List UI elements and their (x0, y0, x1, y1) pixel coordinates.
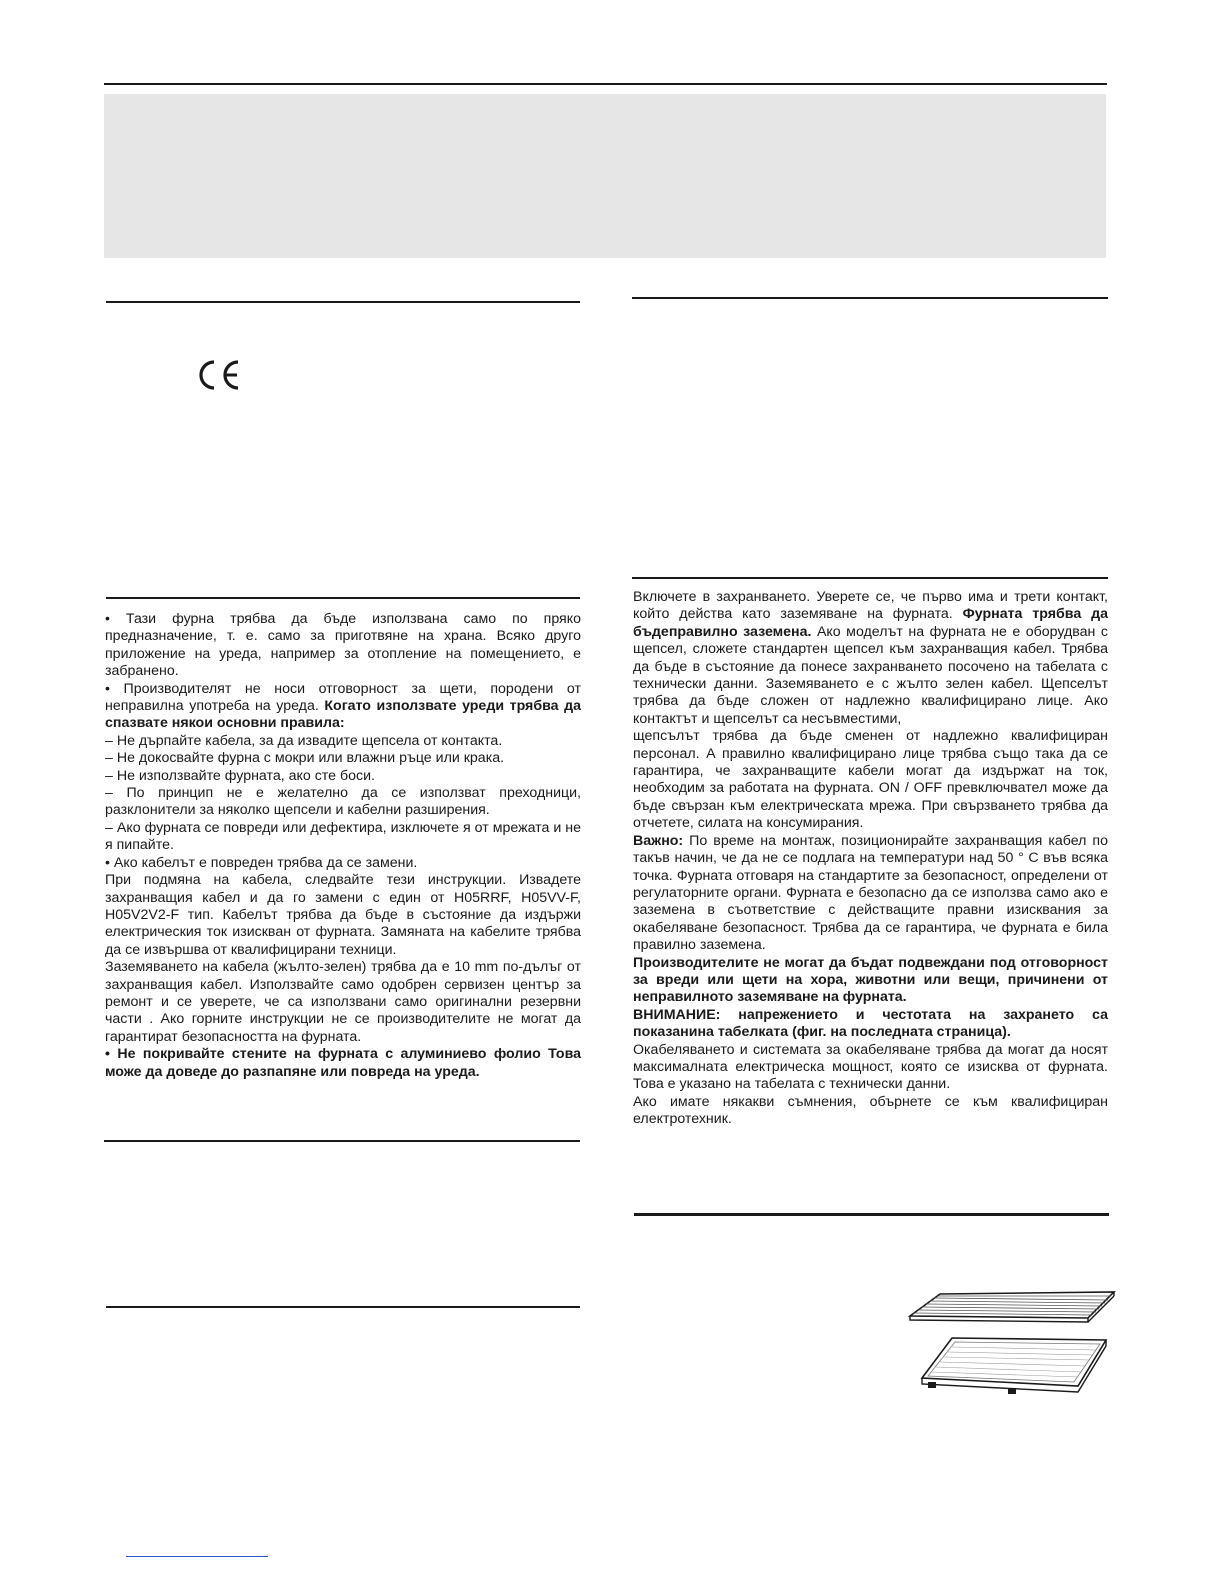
left-column-text (105, 611, 581, 1081)
paragraph: ВНИМАНИЕ: напрежението и честотата на захрането са показанина табелката (фиг. на последната страница). (633, 1006, 1108, 1041)
paragraph: • Тази фурна трябва да бъде използвана само по пряко предназначение, т. е. само за приготвяне на храна. Всяко друго приложение на уреда, например за отопление на помещението, е забранено. (105, 611, 581, 680)
right-section-rule-1 (632, 297, 1108, 299)
paragraph: – Не дърпайте кабела, за да извадите щепсела от контакта. (105, 732, 503, 749)
baking-tray-icon (922, 1338, 1106, 1394)
paragraph: Ако имате някакви съмнения, обърнете се към квалифициран електротехник. (633, 1093, 1108, 1128)
paragraph: – По принцип не е желателно да се използват преходници, разклонители за няколко щепсели и кабелни разширения. (105, 785, 581, 819)
paragraph: Производителите не могат да бъдат подвеждани под отговорност за вреди или щети на хора, животни или вещи, причинени от неправилното заземяване на фурната. (633, 954, 1108, 1006)
left-section-rule-4 (106, 1306, 580, 1308)
paragraph: – Не докосвайте фурна с мокри или влажни ръце или крака. (105, 750, 505, 767)
wire-rack-icon (910, 1292, 1114, 1322)
paragraph: Важно: По време на монтаж, позиционирайте захранващия кабел по такъв начин, че да не се подлага на температури над 50 ° С във всяка точка. Фурната отговаря на стандартите за безопасност, определени от регулаторните органи. Фурната е безопасно да се използва само ако е заземена в съответствие с действащите правни изисквания за окабеляване безопасност. Трябва да се гарантира, че фурната е била правилно заземена. (633, 832, 1108, 954)
paragraph: – Не използвайте фурната, ако сте боси. (105, 767, 375, 784)
ce-mark-icon (196, 358, 242, 392)
paragraph: Заземяването на кабела (жълто-зелен) трябва да е 10 mm по-дълъг от захранващия кабел. Използвайте само одобрен сервизен център за ремонт и се уверете, че са използвани само оригинални резервни части . Ако горните инструкции не се производителите не могат да гарантират безопасността на фурната. (105, 959, 581, 1045)
left-section-rule-3 (104, 1140, 580, 1142)
right-section-rule-2 (632, 577, 1108, 579)
paragraph: • Не покривайте стените на фурната с алуминиево фолио Това може да доведе до разпапяне или повреда на уреда. (105, 1046, 581, 1080)
right-section-rule-3 (634, 1213, 1109, 1216)
oven-shelves-illustration (900, 1280, 1120, 1420)
top-rule (104, 83, 1107, 85)
paragraph: щепсълът трябва да бъде сменен от надлежно квалифициран персонал. А правилно квалифицирано лице трябва също така да се гарантира, че захранващите кабели могат да издържат на ток, необходим за работата на фурната. ON / OFF превключвател може да бъде свързан към електрическата мрежа. При свързването трябва да отчетете, силата на консумирания. (633, 728, 1108, 832)
paragraph: – Ако фурната се повреди или дефектира, изключете я от мрежата и не я пипайте. (105, 819, 581, 854)
header-box (104, 94, 1106, 258)
paragraph: • Ако кабелът е повреден трябва да се замени. (105, 854, 418, 871)
footer-link-underline (126, 1556, 268, 1557)
paragraph: Окабеляването и системата за окабеляване трябва да могат да носят максималната електрическа мощност, която се изисква от фурната. Това е указано на табелата с технически данни. (633, 1041, 1108, 1093)
paragraph: • Производителят не носи отговорност за щети, породени от неправилна употреба на уреда. Когато използвате уреди трябва да спазвате някои основни правила: (105, 680, 581, 732)
paragraph: Включете в захранването. Уверете се, че първо има и трети контакт, който действа като заземяване на фурната. Фурната трябва да бъдеправилно заземена. Ако моделът на фурната не е оборудван с щепсел, сложете стандартен щепсел към захранващия кабел. Трябва да бъде в състояние да понесе захранването посочено на табелата с технически данни. Заземяването е с жълто зелен кабел. Щепселът трябва да бъде сложен от надлежно квалифицирано лице. Ако контактът и щепселът са несъвместими, (633, 589, 1109, 727)
left-section-rule-2 (106, 597, 580, 599)
left-section-rule-1 (106, 301, 580, 303)
right-column-text (633, 589, 1108, 1129)
paragraph: При подмяна на кабела, следвайте тези инструкции. Извадете захранващия кабел и да го замени с един от H05RRF, H05VV-F, H05V2V2-F тип. Кабелът трябва да бъде в състояние да издържи електрическия ток изискван от фурната. Замяната на кабелите трябва да се извършва от квалифицирани техници. (105, 872, 581, 958)
